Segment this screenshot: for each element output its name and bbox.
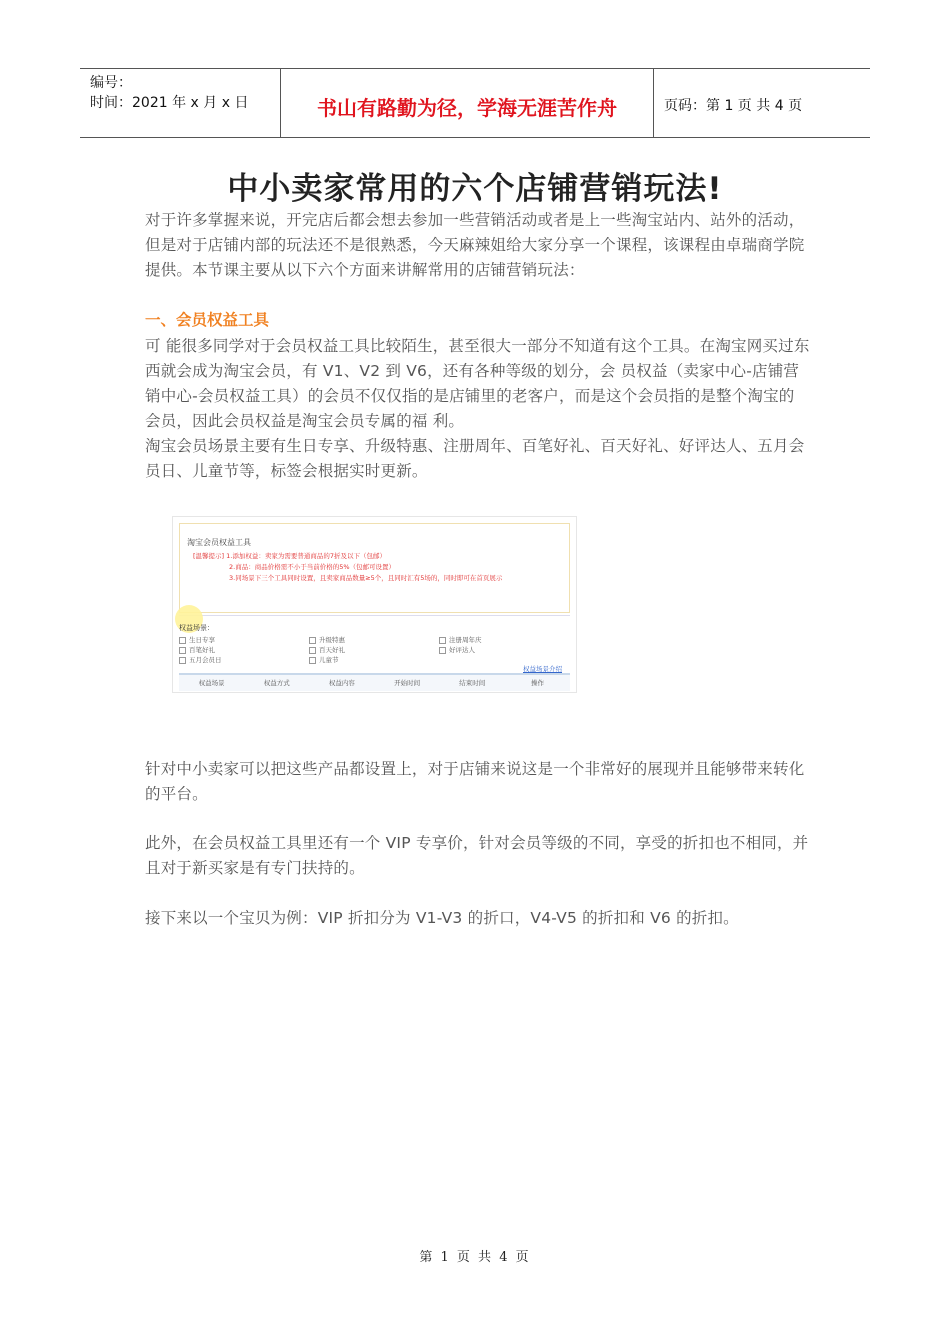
- figure-title: 淘宝会员权益工具: [187, 538, 251, 547]
- document-title: 中小卖家常用的六个店铺营销玩法!: [227, 171, 723, 207]
- section-1-paragraph-2: 淘宝会员场景主要有生日专享、升级特惠、注册周年、百笔好礼、百天好礼、好评达人、五月会员日、儿童节等，标签会根据实时更新。: [145, 437, 805, 480]
- page-footer: 第 1 页 共 4 页: [419, 1250, 531, 1265]
- tip-line-3: 3.同场景下三个工具同时设置，且卖家商品数量≥5个，且同时汇有5场的，同时即可在首页展示: [229, 574, 503, 582]
- checkbox-hundred-days[interactable]: 百天好礼: [309, 645, 345, 654]
- checkbox-childrens-day[interactable]: 儿童节: [309, 655, 339, 664]
- time-label: 时间：2021 年 x 月 x 日: [90, 95, 249, 111]
- column-header: 权益场景: [198, 679, 225, 687]
- column-header: 操作: [530, 679, 544, 687]
- number-label: 编号：: [90, 75, 132, 91]
- member-benefits-screenshot: [172, 516, 577, 693]
- tip-line-1: [温馨提示] 1.添加权益：卖家为需要普通商品的7折及以下（包邮）: [193, 552, 386, 560]
- benefits-table-header: [179, 673, 570, 691]
- scene-label: 权益场景：: [179, 624, 214, 632]
- checkbox-good-reviewer[interactable]: 好评达人: [439, 645, 475, 654]
- page-header: [80, 68, 870, 138]
- tip-line-2: 2.商品：商品价格需不小于当前价格的5%（包邮可设置）: [229, 563, 396, 571]
- paragraph-4-block: [145, 831, 810, 881]
- section-1-paragraph-1: 可 能很多同学对于会员权益工具比较陌生，甚至很大一部分不知道有这个工具。在淘宝网买过东西就会成为淘宝会员，有 V1、V2 到 V6，还有各种等级的划分，会 员权益（卖家中心-店铺营销中心-会员权益工具）的会员不仅仅指的是店铺里的老客户，而是这个会员指的是整个淘宝的会员，因此会员权益是淘宝会员专属的福 利。: [145, 337, 810, 430]
- checkbox-anniversary[interactable]: 注册周年庆: [439, 635, 482, 644]
- checkbox-may-member-day[interactable]: 五月会员日: [179, 655, 222, 664]
- checkbox-upgrade[interactable]: 升级特惠: [309, 635, 345, 644]
- header-page-info: 页码：第 1 页 共 4 页: [664, 98, 803, 114]
- checkbox-birthday[interactable]: 生日专享: [179, 635, 215, 644]
- paragraph-5-block: [145, 906, 810, 931]
- checkbox-hundred-orders[interactable]: 百笔好礼: [179, 645, 215, 654]
- section-1-heading: 一、会员权益工具: [145, 311, 270, 329]
- paragraph-4: 此外，在会员权益工具里还有一个 VIP 专享价，针对会员等级的不同，享受的折扣也不相同，并且对于新买家是有专门扶持的。: [145, 834, 809, 877]
- intro-block: [145, 208, 810, 283]
- divider: [179, 615, 570, 616]
- paragraph-3-block: [145, 757, 810, 807]
- column-header: 权益内容: [328, 679, 355, 687]
- paragraph-5: 接下来以一个宝贝为例：VIP 折扣分为 V1-V3 的折口，V4-V5 的折扣和 V6 的折扣。: [145, 909, 739, 927]
- column-header: 开始时间: [394, 679, 421, 687]
- column-header: 结束时间: [459, 679, 486, 687]
- header-motto: 书山有路勤为径，学海无涯苦作舟: [281, 69, 654, 137]
- column-header: 权益方式: [263, 679, 290, 687]
- scene-intro-link[interactable]: 权益场景介绍: [523, 665, 562, 673]
- intro-paragraph: 对于许多掌握来说，开完店后都会想去参加一些营销活动或者是上一些淘宝站内、站外的活动，但是对于店铺内部的玩法还不是很熟悉，今天麻辣姐给大家分享一个课程，该课程由卓瑞商学院提供。本节课主要从以下六个方面来讲解常用的店铺营销玩法：: [145, 211, 805, 279]
- paragraph-3: 针对中小卖家可以把这些产品都设置上，对于店铺来说这是一个非常好的展现并且能够带来转化的平台。: [145, 760, 805, 803]
- header-meta: [80, 69, 281, 137]
- section-1: [145, 308, 810, 484]
